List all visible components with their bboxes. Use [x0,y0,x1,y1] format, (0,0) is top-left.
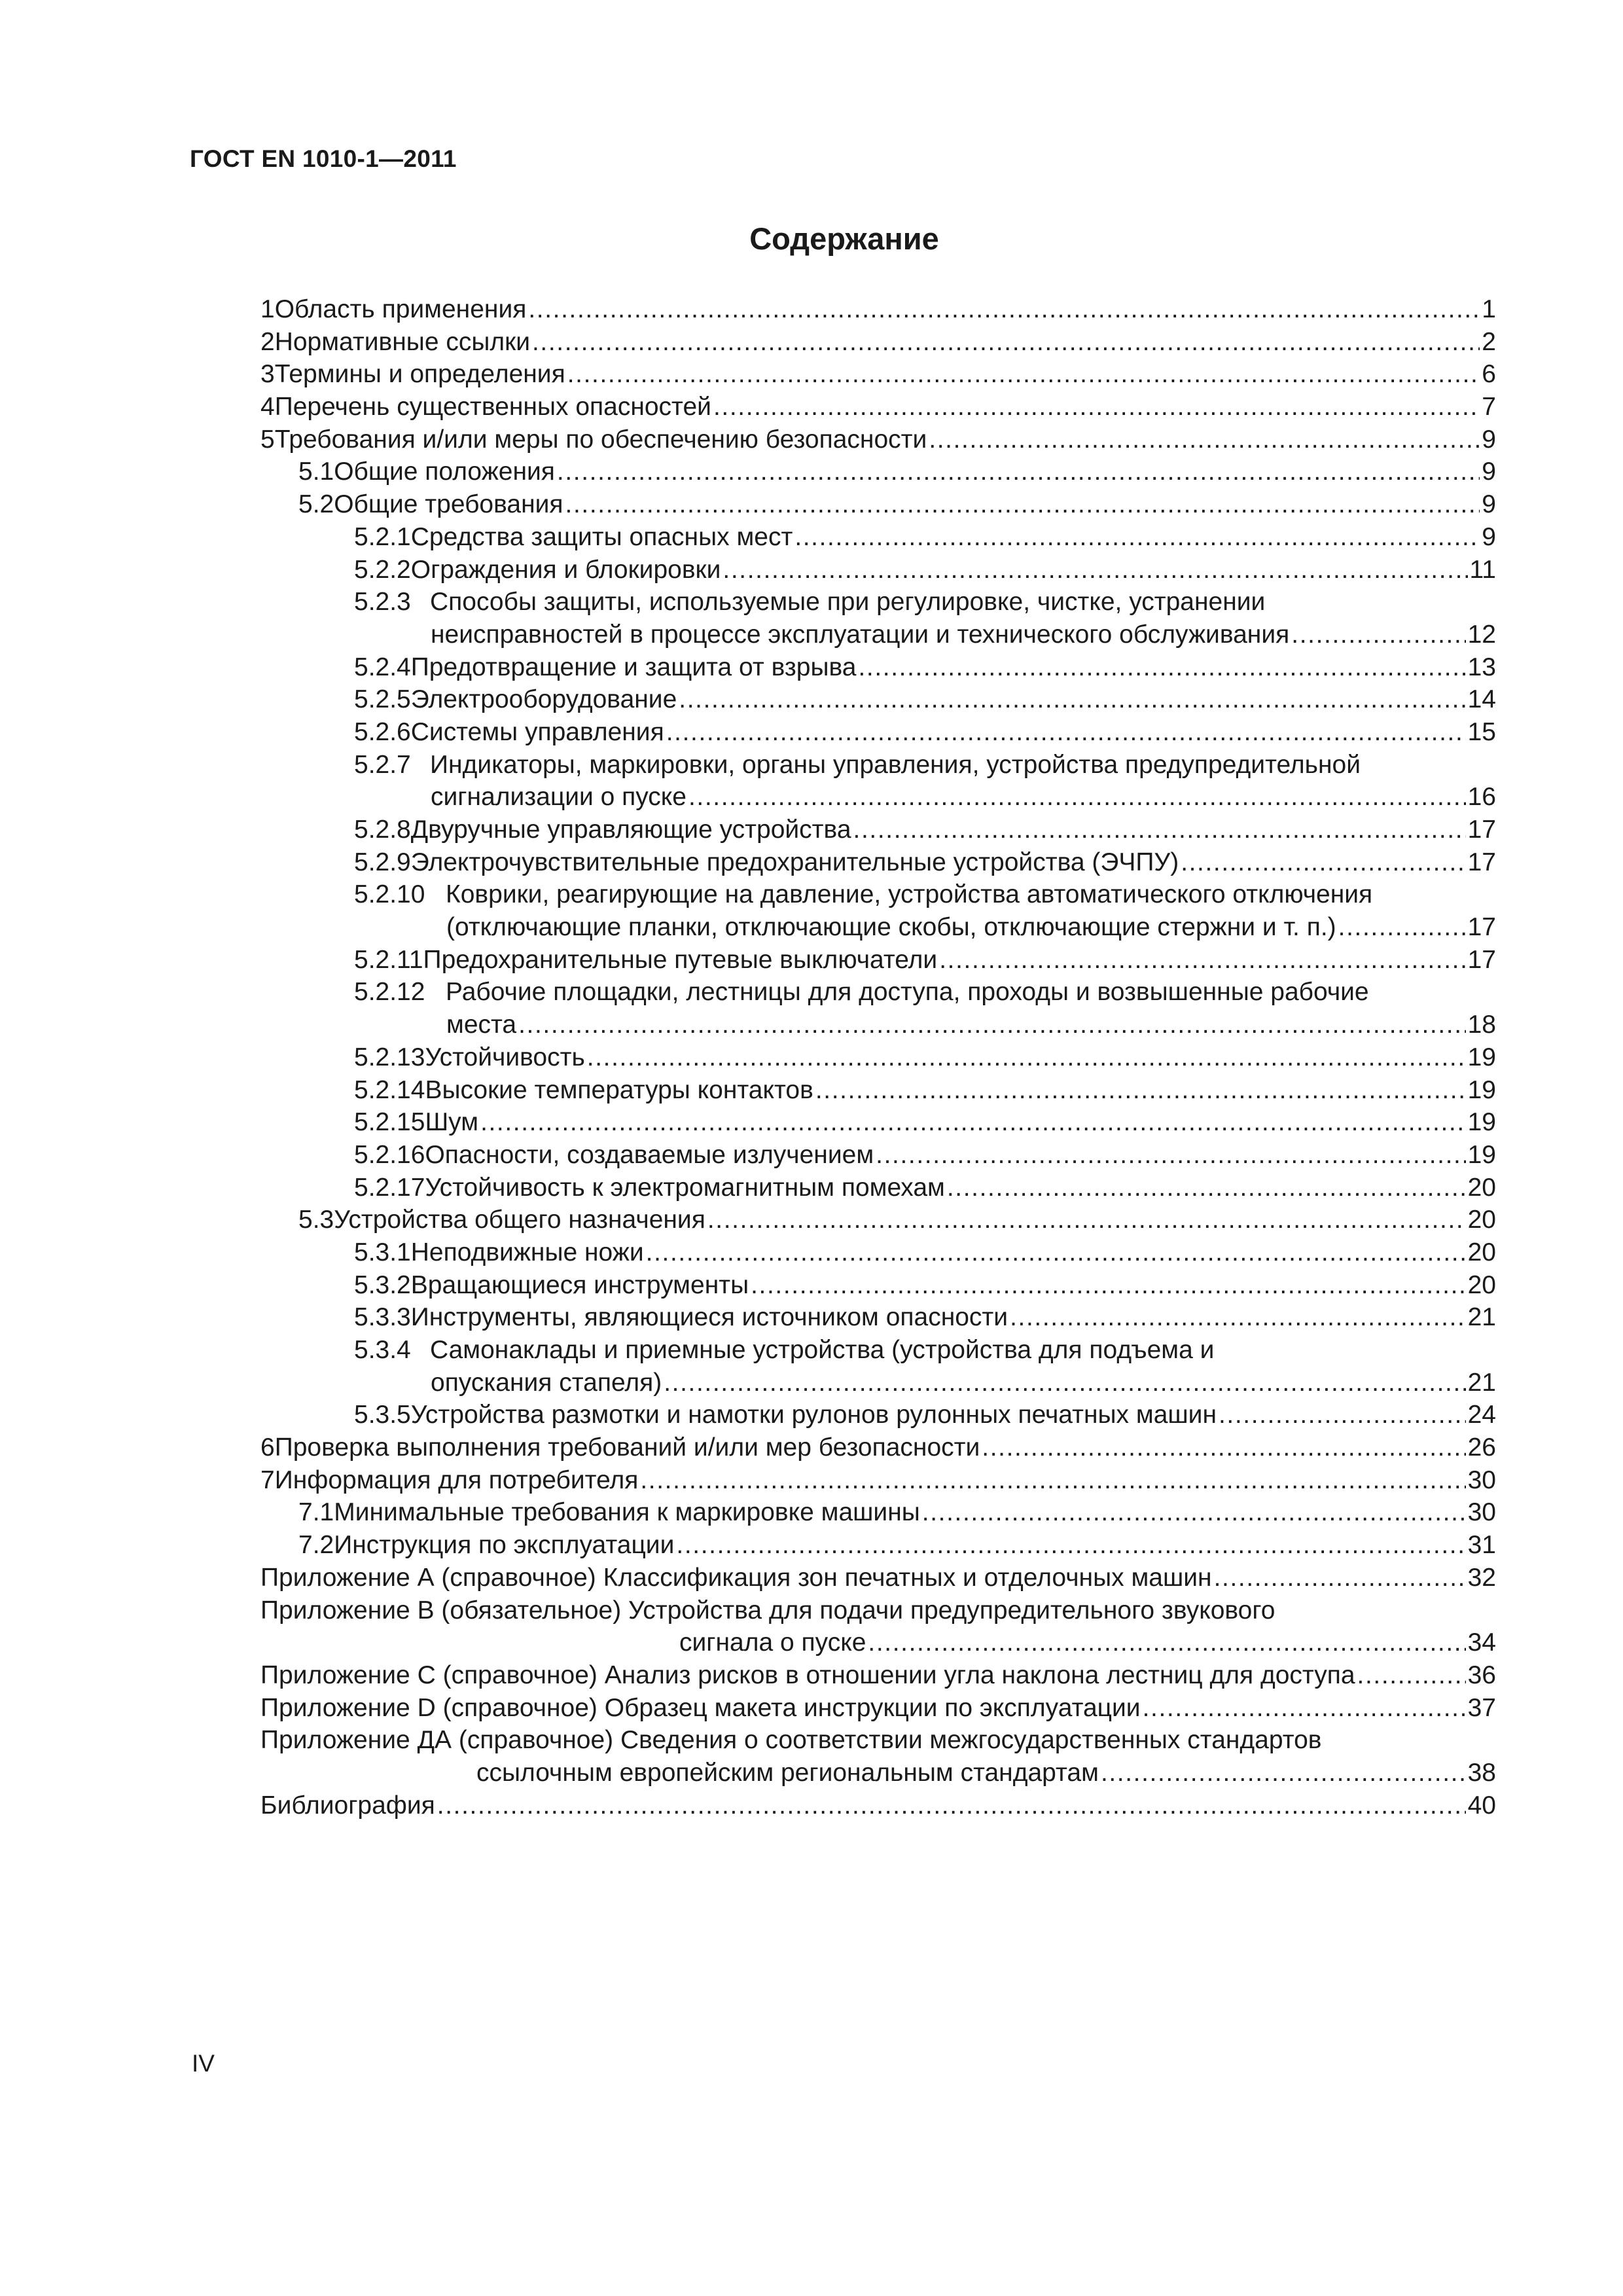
toc-entry-number: 5.2.7 [354,750,411,779]
toc-entry [260,683,1496,716]
toc-entry-number: 5.2.15 [354,1108,425,1137]
toc-entry-number: 5.3.2 [354,1270,411,1299]
toc-entry-number: 5 [260,425,275,454]
toc-entry-title: Ограждения и блокировки [410,555,721,584]
page-number: IV [192,2050,215,2077]
toc-entry-page: 20 [1467,1238,1496,1266]
toc-dot-leader [437,1789,1466,1822]
toc-dot-leader [1181,846,1465,879]
toc-entry-number: 6 [260,1433,275,1462]
toc-entry-page: 9 [1482,425,1496,454]
toc-entry-title: Вращающиеся инструменты [410,1270,749,1299]
toc-dot-leader [815,1074,1466,1107]
toc-entry-number: 5.2.9 [354,848,411,876]
toc-entry-number: 5.2.6 [354,717,411,746]
page-title: Содержание [749,221,939,256]
toc-entry-title: Инструкция по эксплуатации [334,1531,675,1560]
toc-dot-leader [722,554,1467,586]
toc-entry-title: Устойчивость [425,1043,585,1071]
toc-entry-title: Инструменты, являющиеся источником опасности [410,1303,1008,1332]
toc-entry [260,1399,1496,1431]
toc-entry-page: 36 [1467,1660,1496,1689]
toc-entry-page: 6 [1482,360,1496,389]
toc-entry-title: Двуручные управляющие устройства [410,816,851,844]
toc-entry-number: 1 [260,295,275,323]
toc-entry-page: 18 [1467,1011,1496,1039]
toc-entry-page: 17 [1467,816,1496,844]
toc-entry-title: опускания стапеля) [431,1368,662,1397]
toc-entry [260,911,1496,944]
toc-entry [260,976,1496,1009]
toc-entry-number: 5.2.2 [354,555,411,584]
toc-entry-page: 11 [1469,555,1496,584]
toc-dot-leader [751,1269,1465,1302]
toc-entry-title: Общие требования [334,490,563,519]
toc-entry-number: 5.2.8 [354,816,411,844]
toc-dot-leader [1338,911,1466,944]
toc-entry-title: Самонаклады и приемные устройства (устройства для подъема и [430,1336,1215,1364]
toc-dot-leader [794,521,1480,554]
toc-entry-title: Приложение В (обязательное) Устройства для подачи предупредительного звукового [260,1596,1275,1624]
toc-entry-number: 5.2.12 [354,978,425,1007]
toc-dot-leader [1219,1399,1466,1431]
toc-entry-page: 24 [1467,1401,1496,1429]
toc-dot-leader [587,1041,1466,1074]
toc-entry-page: 40 [1467,1791,1496,1820]
toc-entry-page: 26 [1467,1433,1496,1462]
toc-entry [260,1074,1496,1107]
toc-entry [260,1464,1496,1497]
toc-entry-title: Библиография [260,1791,435,1820]
toc-dot-leader [646,1236,1466,1269]
toc-entry [260,1269,1496,1302]
toc-dot-leader [1291,619,1465,651]
toc-dot-leader [858,651,1465,684]
toc-dot-leader [640,1464,1465,1497]
toc-dot-leader [565,488,1480,521]
toc-dot-leader [868,1626,1465,1659]
toc-entry-page: 16 [1467,783,1496,812]
toc-entry [260,1789,1496,1822]
toc-entry-title: Неподвижные ножи [410,1238,644,1266]
toc-entry-page: 19 [1467,1075,1496,1104]
toc-entry [260,586,1496,619]
toc-entry [260,1757,1496,1789]
toc-entry [260,1594,1496,1627]
toc-entry-number: 5.2 [298,490,334,519]
toc-entry-title: (отключающие планки, отключающие скобы, отключающие стержни и т. п.) [446,913,1336,942]
toc-entry-title: Электрочувствительные предохранительные устройства (ЭЧПУ) [410,848,1179,876]
toc-dot-leader [480,1106,1466,1139]
toc-entry-title: Предотвращение и защита от взрыва [410,653,857,681]
toc-entry [260,554,1496,586]
toc-entry-title: Устройства размотки и намотки рулонов рулонных печатных машин [410,1401,1217,1429]
toc-entry-title: Средства защиты опасных мест [410,522,793,551]
toc-dot-leader [947,1172,1466,1204]
toc-entry-title: ссылочным европейским региональным стандартам [476,1758,1099,1787]
toc-entry [260,1301,1496,1334]
toc-dot-leader [1010,1301,1466,1334]
toc-entry [260,1529,1496,1562]
toc-entry-title: сигнала о пуске [679,1628,866,1657]
toc-entry-page: 21 [1467,1368,1496,1397]
toc-entry [260,651,1496,684]
toc-entry-number: 5.2.3 [354,588,411,617]
toc-entry-title: Коврики, реагирующие на давление, устройства автоматического отключения [446,880,1373,909]
toc-entry [260,1236,1496,1269]
toc-entry-title: Высокие температуры контактов [425,1075,813,1104]
toc-entry [260,1496,1496,1529]
toc-entry [260,1724,1496,1757]
toc-entry-title: Общие положения [334,457,555,486]
toc-entry [260,716,1496,749]
toc-entry [260,944,1496,977]
toc-entry-page: 9 [1482,457,1496,486]
toc-entry [260,293,1496,326]
toc-entry [260,488,1496,521]
toc-entry-page: 38 [1467,1758,1496,1787]
toc-dot-leader [532,326,1480,359]
toc-entry [260,1204,1496,1236]
toc-entry-title: Нормативные ссылки [274,327,530,356]
toc-dot-leader [676,1529,1465,1562]
toc-entry-title: Проверка выполнения требований и/или мер безопасности [274,1433,980,1462]
toc-entry-page: 17 [1467,945,1496,974]
toc-entry-page: 12 [1467,620,1496,649]
toc-entry [260,781,1496,814]
toc-entry [260,619,1496,651]
toc-entry-title: Шум [425,1108,479,1137]
toc-entry-title: Приложение А (справочное) Классификация зон печатных и отделочных машин [260,1563,1212,1592]
toc-entry-number: 5.2.5 [354,685,411,714]
toc-dot-leader [929,423,1480,456]
toc-entry-title: Приложение ДА (справочное) Сведения о соответствии межгосударственных стандартов [260,1726,1322,1755]
toc-dot-leader [876,1139,1465,1172]
toc-entry-page: 9 [1482,522,1496,551]
toc-dot-leader [679,683,1465,716]
toc-dot-leader [1143,1692,1466,1725]
toc-entry-page: 32 [1467,1563,1496,1592]
toc-entry-page: 13 [1467,653,1496,681]
toc-entry-number: 5.2.16 [354,1140,425,1169]
toc-dot-leader [713,391,1480,423]
toc-entry-title: Термины и определения [274,360,565,389]
toc-entry-number: 5.3.3 [354,1303,411,1332]
toc-entry-page: 34 [1467,1628,1496,1657]
toc-dot-leader [707,1204,1466,1236]
toc-entry-title: Перечень существенных опасностей [274,393,711,422]
toc-entry-number: 3 [260,360,275,389]
toc-dot-leader [939,944,1465,977]
toc-entry [260,1139,1496,1172]
toc-entry [260,814,1496,846]
toc-entry [260,1041,1496,1074]
toc-entry [260,358,1496,391]
toc-entry-page: 31 [1467,1531,1496,1560]
toc-entry [260,326,1496,359]
toc-dot-leader [853,814,1466,846]
document-code: ГОСТ EN 1010-1—2011 [190,145,457,172]
toc-dot-leader [688,781,1466,814]
toc-dot-leader [1357,1659,1466,1692]
toc-entry-title: Способы защиты, используемые при регулировке, чистке, устранении [430,588,1266,617]
toc-entry-page: 14 [1467,685,1496,714]
toc-entry-page: 30 [1467,1498,1496,1527]
toc-entry-title: Устройства общего назначения [334,1206,705,1234]
toc-entry-page: 20 [1467,1270,1496,1299]
toc-entry [260,846,1496,879]
toc-entry-page: 20 [1467,1206,1496,1234]
toc-entry-number: 4 [260,393,275,422]
toc-entry-page: 7 [1482,393,1496,422]
toc-entry [260,1172,1496,1204]
toc-dot-leader [1101,1757,1466,1789]
toc-entry-page: 20 [1467,1173,1496,1202]
toc-entry-page: 15 [1467,717,1496,746]
toc-entry-page: 21 [1467,1303,1496,1332]
toc-entry-title: Информация для потребителя [274,1465,639,1494]
toc-dot-leader [528,293,1480,326]
toc-entry-number: 5.2.11 [354,945,423,974]
toc-entry-number: 5.2.14 [354,1075,425,1104]
toc-dot-leader [1214,1562,1466,1594]
toc-entry-number: 5.3.4 [354,1336,411,1364]
toc-entry-title: Опасности, создаваемые излучением [425,1140,874,1169]
toc-entry-title: Приложение С (справочное) Анализ рисков в отношении угла наклона лестниц для доступа [260,1660,1355,1689]
toc-entry-title: Индикаторы, маркировки, органы управления, устройства предупредительной [430,750,1361,779]
table-of-contents [260,293,1496,1821]
toc-entry-page: 2 [1482,327,1496,356]
toc-dot-leader [982,1431,1465,1464]
toc-entry-number: 7 [260,1465,275,1494]
toc-entry-number: 5.2.10 [354,880,425,909]
toc-entry-number: 5.2.17 [354,1173,425,1202]
toc-entry-title: Рабочие площадки, лестницы для доступа, проходы и возвышенные рабочие [446,978,1369,1007]
toc-entry [260,1659,1496,1692]
toc-entry-number: 5.3.5 [354,1401,411,1429]
toc-entry-number: 5.3 [298,1206,334,1234]
toc-dot-leader [666,716,1466,749]
toc-entry-page: 19 [1467,1140,1496,1169]
toc-entry-page: 37 [1467,1693,1496,1722]
toc-entry-title: Устойчивость к электромагнитным помехам [425,1173,945,1202]
toc-entry [260,1106,1496,1139]
toc-entry-title: места [446,1011,517,1039]
toc-entry-number: 5.2.1 [354,522,411,551]
toc-entry-title: Приложение D (справочное) Образец макета инструкции по эксплуатации [260,1693,1141,1722]
toc-entry [260,456,1496,488]
toc-entry-title: Предохранительные путевые выключатели [423,945,938,974]
toc-entry [260,1334,1496,1367]
toc-entry-number: 7.1 [298,1498,334,1527]
toc-entry-page: 17 [1467,913,1496,942]
toc-entry-page: 17 [1467,848,1496,876]
toc-entry-number: 5.3.1 [354,1238,411,1266]
toc-entry-page: 9 [1482,490,1496,519]
toc-entry [260,1431,1496,1464]
toc-dot-leader [922,1496,1466,1529]
toc-entry [260,1009,1496,1041]
toc-entry [260,749,1496,781]
toc-entry-title: Электрооборудование [410,685,677,714]
toc-entry-page: 19 [1467,1108,1496,1137]
toc-entry-title: Минимальные требования к маркировке машины [334,1498,920,1527]
toc-entry-title: Требования и/или меры по обеспечению безопасности [274,425,927,454]
toc-entry [260,1367,1496,1399]
toc-entry-title: Системы управления [410,717,664,746]
toc-entry-number: 5.1 [298,457,334,486]
toc-entry-title: неисправностей в процессе эксплуатации и технического обслуживания [431,620,1290,649]
toc-entry-page: 1 [1482,295,1496,323]
toc-dot-leader [518,1009,1465,1041]
toc-dot-leader [664,1367,1465,1399]
toc-entry [260,423,1496,456]
toc-entry [260,1692,1496,1725]
toc-entry [260,391,1496,423]
toc-entry-number: 7.2 [298,1531,334,1560]
toc-entry-page: 19 [1467,1043,1496,1071]
toc-entry [260,878,1496,911]
toc-dot-leader [567,358,1480,391]
toc-entry [260,1626,1496,1659]
toc-entry-page: 30 [1467,1465,1496,1494]
toc-entry-number: 5.2.4 [354,653,411,681]
toc-entry [260,521,1496,554]
toc-entry [260,1562,1496,1594]
toc-entry-title: Область применения [274,295,527,323]
toc-entry-title: сигнализации о пуске [431,783,687,812]
toc-entry-number: 2 [260,327,275,356]
toc-entry-number: 5.2.13 [354,1043,425,1071]
toc-dot-leader [557,456,1480,488]
